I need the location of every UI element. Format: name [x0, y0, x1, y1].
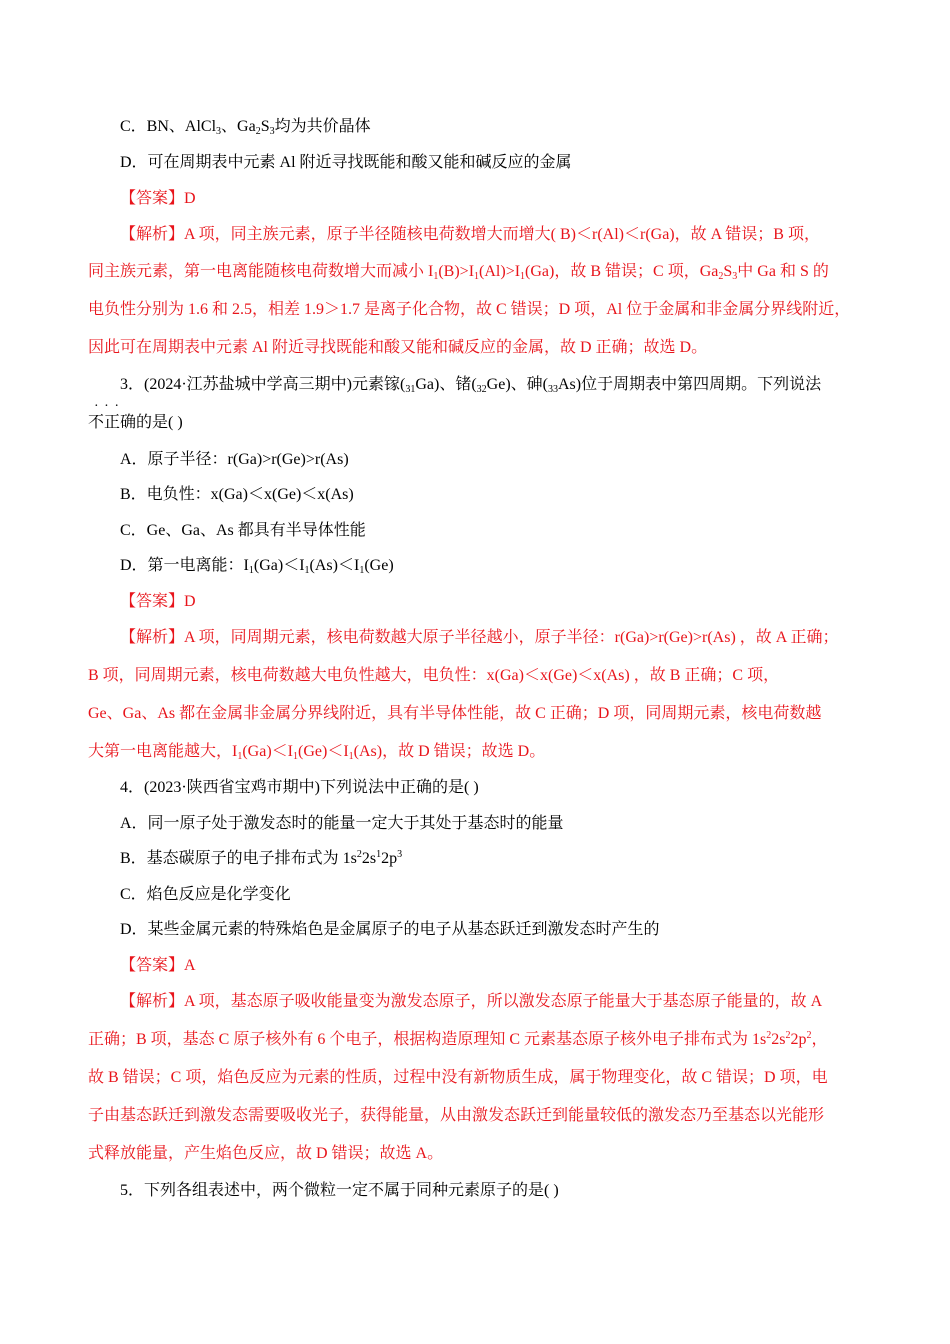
- q3-stem: 3．(2024·江苏盐城中学高三期中)元素镓$(_{31}Ga)$、锗$(_{32}Ge)$、砷$(_{33}As)$位于周期表中第四周期。下列说法: [120, 376, 822, 395]
- q2-option-c: C．BN、AlCl$_3$、$Ga_2S_3$均为共价晶体: [120, 118, 371, 137]
- q3-option-a: A．原子半径：r(Ga)>r(Ge)>r(As): [120, 451, 349, 468]
- q3-explanation-line: 【解析】A 项，同周期元素，核电荷数越大原子半径越小，原子半径：r(Ga)>r(Ge)>r(As) ，故 A 正确；: [120, 629, 839, 646]
- q3-explanation-line: Ge、Ga、As 都在金属非金属分界线附近，具有半导体性能，故 C 正确；D 项，同周期元素，核电荷数越: [88, 705, 822, 722]
- q4-explanation-line: 式释放能量，产生焰色反应，故 D 错误；故选 A。: [88, 1145, 444, 1162]
- emphasis-dots: · · · 不正确: [88, 413, 136, 433]
- q3-option-b: B．电负性：x(Ga)＜x(Ge)＜x(As): [120, 486, 354, 503]
- q4-explanation-line: 正确；B 项，基态 C 原子核外有 6 个电子，根据构造原理知 C 元素基态原子核外电子排布式为 $1s^22s^22p^2$，: [88, 1030, 828, 1048]
- q2-explanation-line: 电负性分别为 1.6 和 2.5，相差 1.9＞1.7 是离子化合物，故 C 错误；D 项，Al 位于金属和非金属分界线附近，: [88, 301, 851, 318]
- q4-option-d: D．某些金属元素的特殊焰色是金属原子的电子从基态跃迁到激发态时产生的: [120, 921, 660, 938]
- q2-option-d: D．可在周期表中元素 Al 附近寻找既能和酸又能和碱反应的金属: [120, 154, 572, 171]
- q3-answer: 【答案】D: [120, 593, 196, 610]
- q2-explanation-line: 【解析】A 项，同主族元素，原子半径随核电荷数增大而增大( B)＜r(Al)＜r(Ga)，故 A 错误；B 项，: [120, 226, 820, 243]
- q4-explanation-line: 故 B 错误；C 项，焰色反应为元素的性质，过程中没有新物质生成，属于物理变化，故 C 错误；D 项，电: [88, 1069, 828, 1086]
- q5-stem: 5．下列各组表述中，两个微粒一定不属于同种元素原子的是( ): [120, 1182, 559, 1199]
- q3-option-d: D．第一电离能：$I_1(Ga)<I_1(As)<I_1(Ge)$: [120, 557, 394, 576]
- q3-option-c: C．Ge、Ga、As 都具有半导体性能: [120, 522, 366, 539]
- q4-explanation-line: 【解析】A 项，基态原子吸收能量变为激发态原子，所以激发态原子能量大于基态原子能量的，故 A: [120, 993, 823, 1010]
- q4-explanation-line: 子由基态跃迁到激发态需要吸收光子，获得能量，从由激发态跃迁到能量较低的激发态乃至基态以光能形: [88, 1107, 825, 1124]
- q4-answer: 【答案】A: [120, 957, 196, 974]
- q4-option-c: C．焰色反应是化学变化: [120, 886, 291, 903]
- q3-stem-line2: · · · 不正确的是( ): [88, 413, 878, 433]
- q2-answer: 【答案】D: [120, 190, 196, 207]
- q3-explanation-line: B 项，同周期元素，核电荷数越大电负性越大，电负性：x(Ga)＜x(Ge)＜x(As) ，故 B 正确；C 项，: [88, 667, 780, 684]
- q4-option-b: B．基态碳原子的电子排布式为 $1s^22s^12p^3$: [120, 849, 403, 867]
- q2-explanation-line: 因此可在周期表中元素 Al 附近寻找既能和酸又能和碱反应的金属，故 D 正确；故选 D。: [88, 339, 708, 356]
- q3-explanation-line: 大第一电离能越大，$I_1(Ga)<I_1(Ge)<I_1(As)$，故 D 错误；故选 D。: [88, 743, 546, 762]
- q4-stem: 4．(2023·陕西省宝鸡市期中)下列说法中正确的是( ): [120, 779, 479, 796]
- q2-explanation-line: 同主族元素，第一电离能随核电荷数增大而减小 $I_1(B)>I_1(Al)>I_1(Ga)$，故 B 错误；C 项，$Ga_2S_3$中 Ga 和 S 的: [88, 263, 829, 282]
- q4-option-a: A．同一原子处于激发态时的能量一定大于其处于基态时的能量: [120, 815, 564, 832]
